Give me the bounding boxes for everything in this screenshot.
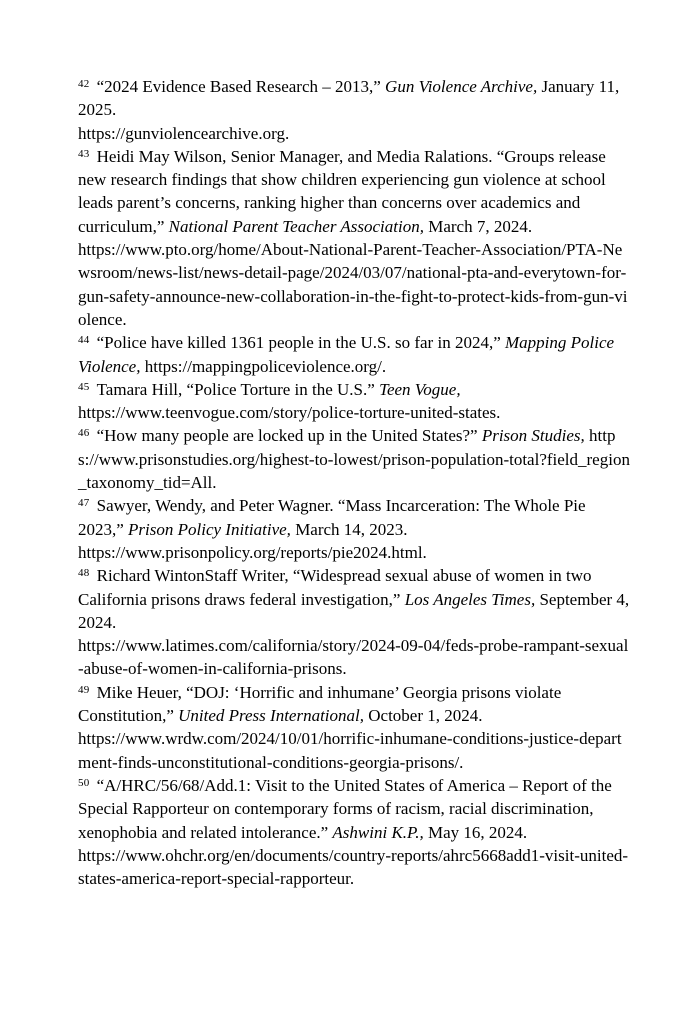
footnote-number: 49 — [78, 683, 90, 696]
footnote-text-segment: October 1, 2024. — [364, 706, 483, 726]
footnote-number: 46 — [78, 427, 90, 440]
footnote-text-segment: National Parent Teacher Association, — [168, 216, 424, 236]
footnote-text-segment: Los Angeles Times, — [404, 589, 536, 609]
footnote-number: 42 — [78, 78, 90, 90]
footnote-text-segment: Prison Studies, — [481, 426, 585, 446]
footnote-url: https://gunviolencearchive.org. — [78, 123, 290, 143]
footnote-49 — [78, 681, 632, 774]
footnote-text-segment: “How many people are locked up in the United States?” — [96, 426, 482, 446]
footnote-text-segment: “2024 Evidence Based Research – 2013,” — [96, 77, 386, 96]
footnote-47 — [78, 494, 632, 564]
footnote-number: 43 — [78, 147, 90, 160]
footnote-url: https://www.prisonpolicy.org/reports/pie2024.html. — [78, 542, 427, 562]
footnote-text-segment: Prison Policy Initiative, — [128, 519, 291, 539]
footnote-43 — [78, 145, 632, 331]
footnote-url: https://www.wrdw.com/2024/10/01/horrific-inhumane-conditions-justice-department-finds-unconstitutional-conditions-georgia-prisons/. — [78, 729, 622, 772]
footnote-url: https://www.teenvogue.com/story/police-torture-united-states. — [78, 403, 501, 423]
footnote-text-segment: Tamara Hill, “Police Torture in the U.S.” — [96, 379, 380, 399]
footnote-44 — [78, 331, 632, 378]
footnote-url: https://www.ohchr.org/en/documents/country-reports/ahrc5668add1-visit-united-states-america-report-special-rapporteur. — [78, 845, 629, 889]
footnote-46 — [78, 424, 632, 494]
footnote-url: https://www.pto.org/home/About-National-Parent-Teacher-Association/PTA-Newsroom/news-list/news-detail-page/2024/03/07/national-pta-and-everytown-for-gun-safety-announce-new-collaboration-in-the-fight-to-protect-kids-from-gun-violence. — [78, 240, 628, 329]
footnote-url: https://www.prisonstudies.org/highest-to-lowest/prison-population-total?field_region_taxonomy_tid=All. — [78, 426, 630, 493]
footnote-url: https://mappingpoliceviolence.org/. — [144, 356, 387, 376]
footnote-text-segment: May 16, 2024. — [423, 822, 528, 842]
footnote-48 — [78, 564, 632, 680]
footnote-45 — [78, 378, 632, 425]
footnote-42 — [78, 75, 632, 145]
footnote-text-segment: March 14, 2023. — [290, 519, 408, 539]
footnote-text-segment: March 7, 2024. — [423, 216, 533, 236]
footnote-text-segment: Mike Heuer, “DOJ: ‘Horrific and inhumane’ Georgia prisons violate Constitution,” — [78, 682, 562, 726]
footnote-text-segment: “Police have killed 1361 people in the U.S. so far in 2024,” — [96, 333, 505, 353]
footnote-text-segment: Sawyer, Wendy, and Peter Wagner. “Mass Incarceration: The Whole Pie 2023,” — [78, 496, 586, 539]
footnote-number: 48 — [78, 567, 90, 580]
footnote-text-segment: September 4, 2024. — [78, 589, 630, 632]
footnote-text-segment: “A/HRC/56/68/Add.1: Visit to the United States of America – Report of the Special Rapporteur on contemporary forms of racism, racial discrimination, xenophobia and related intolerance.” — [78, 775, 612, 842]
footnote-number: 44 — [78, 334, 90, 347]
footnote-text-segment: January 11, 2025. — [78, 77, 620, 120]
footnote-text-segment: Mapping Police Violence, — [78, 333, 615, 376]
footnote-number: 45 — [78, 380, 90, 393]
footnote-text-segment: Teen Vogue, — [379, 379, 461, 399]
footnote-text-segment: United Press International, — [178, 706, 365, 726]
footnote-50 — [78, 774, 632, 890]
footnote-number: 50 — [78, 776, 90, 789]
footnote-text-segment: Ashwini K.P., — [332, 822, 424, 842]
footnote-text-segment: Richard WintonStaff Writer, “Widespread sexual abuse of women in two California prisons draws federal investigation,” — [78, 566, 592, 609]
footnote-url: https://www.latimes.com/california/story/2024-09-04/feds-probe-rampant-sexual-abuse-of-women-in-california-prisons. — [78, 636, 629, 679]
footnotes-section — [78, 75, 632, 890]
footnote-text-segment: Gun Violence Archive, — [385, 77, 538, 96]
footnote-text-segment: Heidi May Wilson, Senior Manager, and Media Ralations. “Groups release new research findings that show children experiencing gun violence at school leads parent’s concerns, ranking higher than concerns over academics and curriculum,” — [78, 146, 606, 236]
footnote-number: 47 — [78, 497, 90, 510]
